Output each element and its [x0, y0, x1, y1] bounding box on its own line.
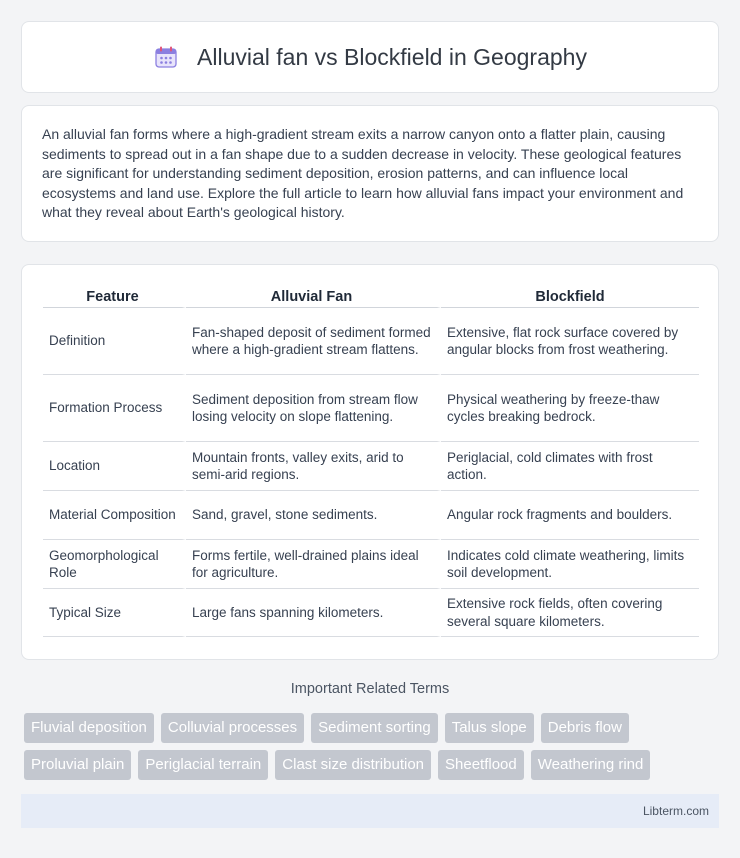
page-title: Alluvial fan vs Blockfield in Geography [197, 43, 587, 70]
row-alluvial-fan: Mountain fronts, valley exits, arid to semi-arid regions. [186, 442, 441, 491]
footer-brand[interactable]: Libterm.com [642, 804, 709, 818]
table-row [43, 491, 699, 540]
footer [21, 794, 719, 828]
row-feature: Definition [43, 308, 186, 375]
tag-sheetflood[interactable]: Sheetflood [438, 750, 524, 780]
row-blockfield: Extensive rock fields, often covering several square kilometers. [441, 589, 699, 637]
table-row [43, 442, 699, 491]
header-feature: Feature [43, 285, 186, 308]
tag-weathering-rind[interactable]: Weathering rind [531, 750, 651, 780]
tag-debris-flow[interactable]: Debris flow [541, 713, 629, 743]
row-blockfield: Indicates cold climate weathering, limits soil development. [441, 540, 699, 589]
row-blockfield: Periglacial, cold climates with frost action. [441, 442, 699, 491]
header-alluvial-fan: Alluvial Fan [186, 285, 441, 308]
table-row [43, 540, 699, 589]
row-feature: Geomorphological Role [43, 540, 186, 589]
intro-paragraph: An alluvial fan forms where a high-gradient stream exits a narrow canyon onto a flatter plain, causing sediments to spread out in a fan shape due to a sudden decrease in velocity. These geological features are significant for understanding sediment deposition, erosion patterns, and can influence local ecosystems and land use. Explore the full article to learn how alluvial fans impact your environment and what they reveal about Earth's geological history. [42, 126, 684, 220]
comparison-table-card [21, 264, 719, 660]
calendar-icon [153, 44, 179, 70]
tag-fluvial-deposition[interactable]: Fluvial deposition [24, 713, 154, 743]
header-blockfield: Blockfield [441, 285, 699, 308]
tag-row [24, 750, 714, 780]
table-header-row [43, 285, 699, 308]
row-feature: Location [43, 442, 186, 491]
row-alluvial-fan: Forms fertile, well-drained plains ideal for agriculture. [186, 540, 441, 589]
table-row [43, 589, 699, 637]
row-feature: Typical Size [43, 589, 186, 637]
related-terms-title: Important Related Terms [290, 681, 450, 697]
row-blockfield: Angular rock fragments and boulders. [441, 491, 699, 540]
row-blockfield: Extensive, flat rock surface covered by angular blocks from frost weathering. [441, 308, 699, 375]
tag-periglacial-terrain[interactable]: Periglacial terrain [138, 750, 268, 780]
tag-talus-slope[interactable]: Talus slope [445, 713, 534, 743]
tag-proluvial-plain[interactable]: Proluvial plain [24, 750, 131, 780]
intro-card [21, 105, 719, 242]
table-row [43, 308, 699, 375]
row-blockfield: Physical weathering by freeze-thaw cycles breaking bedrock. [441, 375, 699, 442]
row-alluvial-fan: Sediment deposition from stream flow losing velocity on slope flattening. [186, 375, 441, 442]
tag-sediment-sorting[interactable]: Sediment sorting [311, 713, 438, 743]
row-alluvial-fan: Sand, gravel, stone sediments. [186, 491, 441, 540]
tag-colluvial-processes[interactable]: Colluvial processes [161, 713, 304, 743]
row-alluvial-fan: Fan-shaped deposit of sediment formed where a high-gradient stream flattens. [186, 308, 441, 375]
header-card [21, 21, 719, 93]
row-alluvial-fan: Large fans spanning kilometers. [186, 589, 441, 637]
title-wrap [153, 44, 587, 71]
comparison-table [43, 285, 699, 637]
row-feature: Material Composition [43, 491, 186, 540]
tag-clast-size-distribution[interactable]: Clast size distribution [275, 750, 431, 780]
tag-row [24, 713, 714, 743]
related-terms-tags [24, 713, 714, 787]
row-feature: Formation Process [43, 375, 186, 442]
table-row [43, 375, 699, 442]
